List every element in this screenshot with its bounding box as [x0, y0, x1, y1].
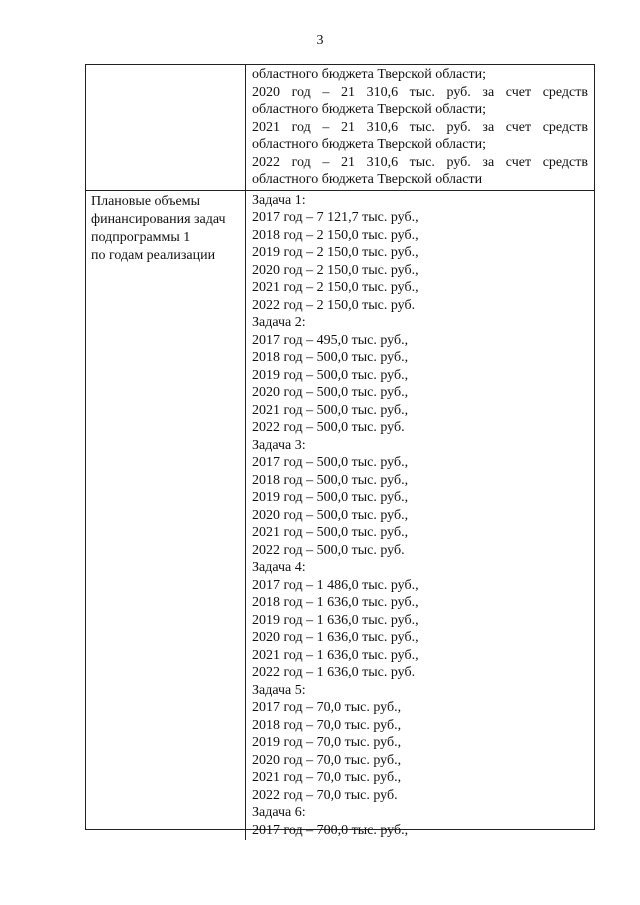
- funding-year-line: 2021 год – 1 636,0 тыс. руб.,: [252, 647, 419, 663]
- funding-year-line: 2019 год – 2 150,0 тыс. руб.,: [252, 245, 419, 260]
- table-cell-left-empty: [86, 65, 246, 190]
- funding-year-line: 2022 год – 500,0 тыс. руб.: [252, 420, 405, 435]
- task-heading: Задача 1:: [252, 192, 306, 208]
- funding-year-line: 2022 год – 1 636,0 тыс. руб.: [252, 665, 416, 680]
- funding-year-line: 2019 год – 500,0 тыс. руб.,: [252, 367, 409, 383]
- budget-text-line: областного бюджета Тверской области;: [252, 67, 486, 82]
- funding-year-line: 2022 год – 500,0 тыс. руб.: [252, 542, 405, 558]
- funding-year-line: 2020 год – 500,0 тыс. руб.,: [252, 507, 409, 523]
- section-label-line: по годам реализации: [91, 247, 216, 263]
- table-cell-section-label: [86, 191, 246, 841]
- task-heading: Задача 5:: [252, 682, 306, 698]
- task-heading: Задача 2:: [252, 315, 306, 330]
- funding-year-line: 2017 год – 1 486,0 тыс. руб.,: [252, 577, 419, 593]
- section-label-line: финансирования задач: [91, 211, 226, 227]
- table-cell-budget-text: [246, 65, 594, 190]
- task-heading: Задача 4:: [252, 560, 306, 575]
- funding-year-line: 2017 год – 500,0 тыс. руб.,: [252, 455, 409, 470]
- task-heading: Задача 6:: [252, 805, 306, 820]
- section-label-line: подпрограммы 1: [91, 229, 191, 245]
- funding-year-line: 2018 год – 1 636,0 тыс. руб.,: [252, 595, 419, 610]
- funding-year-line: 2020 год – 500,0 тыс. руб.,: [252, 385, 409, 400]
- funding-year-line: 2019 год – 70,0 тыс. руб.,: [252, 735, 402, 750]
- funding-year-line: 2021 год – 500,0 тыс. руб.,: [252, 525, 409, 540]
- budget-text-line: областного бюджета Тверской области;: [252, 137, 486, 152]
- budget-text-line: 2020 год – 21 310,6 тыс. руб. за счет средств: [252, 84, 588, 100]
- funding-year-line: 2021 год – 500,0 тыс. руб.,: [252, 402, 409, 418]
- funding-year-line: 2018 год – 500,0 тыс. руб.,: [252, 472, 409, 488]
- funding-year-line: 2020 год – 70,0 тыс. руб.,: [252, 752, 402, 768]
- funding-year-line: 2018 год – 70,0 тыс. руб.,: [252, 717, 402, 733]
- table-row-budget-continuation: [86, 65, 594, 191]
- task-heading: Задача 3:: [252, 437, 306, 453]
- section-label-line: Плановые объемы: [91, 193, 201, 209]
- funding-year-line: 2019 год – 1 636,0 тыс. руб.,: [252, 612, 419, 628]
- funding-year-line: 2017 год – 495,0 тыс. руб.,: [252, 332, 409, 348]
- table-cell-task-funding: [246, 191, 594, 841]
- budget-text-line: областного бюджета Тверской области: [252, 172, 483, 187]
- budget-text-line: областного бюджета Тверской области;: [252, 102, 486, 117]
- table-row-task-funding: [86, 191, 594, 841]
- funding-year-line: 2017 год – 70,0 тыс. руб.,: [252, 700, 402, 715]
- funding-table: [85, 64, 595, 838]
- budget-text-line: 2022 год – 21 310,6 тыс. руб. за счет средств: [252, 154, 588, 170]
- funding-year-line: 2019 год – 500,0 тыс. руб.,: [252, 490, 409, 505]
- funding-year-line: 2021 год – 70,0 тыс. руб.,: [252, 770, 402, 785]
- budget-text-line: 2021 год – 21 310,6 тыс. руб. за счет средств: [252, 119, 588, 135]
- funding-year-line: 2022 год – 2 150,0 тыс. руб.: [252, 297, 416, 313]
- page-number: 3: [316, 33, 324, 48]
- funding-year-line: 2017 год – 7 121,7 тыс. руб.,: [252, 210, 419, 225]
- funding-year-line: 2018 год – 500,0 тыс. руб.,: [252, 350, 409, 365]
- funding-year-line: 2018 год – 2 150,0 тыс. руб.,: [252, 227, 419, 243]
- funding-year-line: 2020 год – 1 636,0 тыс. руб.,: [252, 630, 419, 645]
- funding-year-line: 2017 год – 700,0 тыс. руб.,: [252, 822, 409, 838]
- funding-year-line: 2022 год – 70,0 тыс. руб.: [252, 787, 398, 803]
- funding-year-line: 2020 год – 2 150,0 тыс. руб.,: [252, 262, 419, 278]
- funding-year-line: 2021 год – 2 150,0 тыс. руб.,: [252, 280, 419, 295]
